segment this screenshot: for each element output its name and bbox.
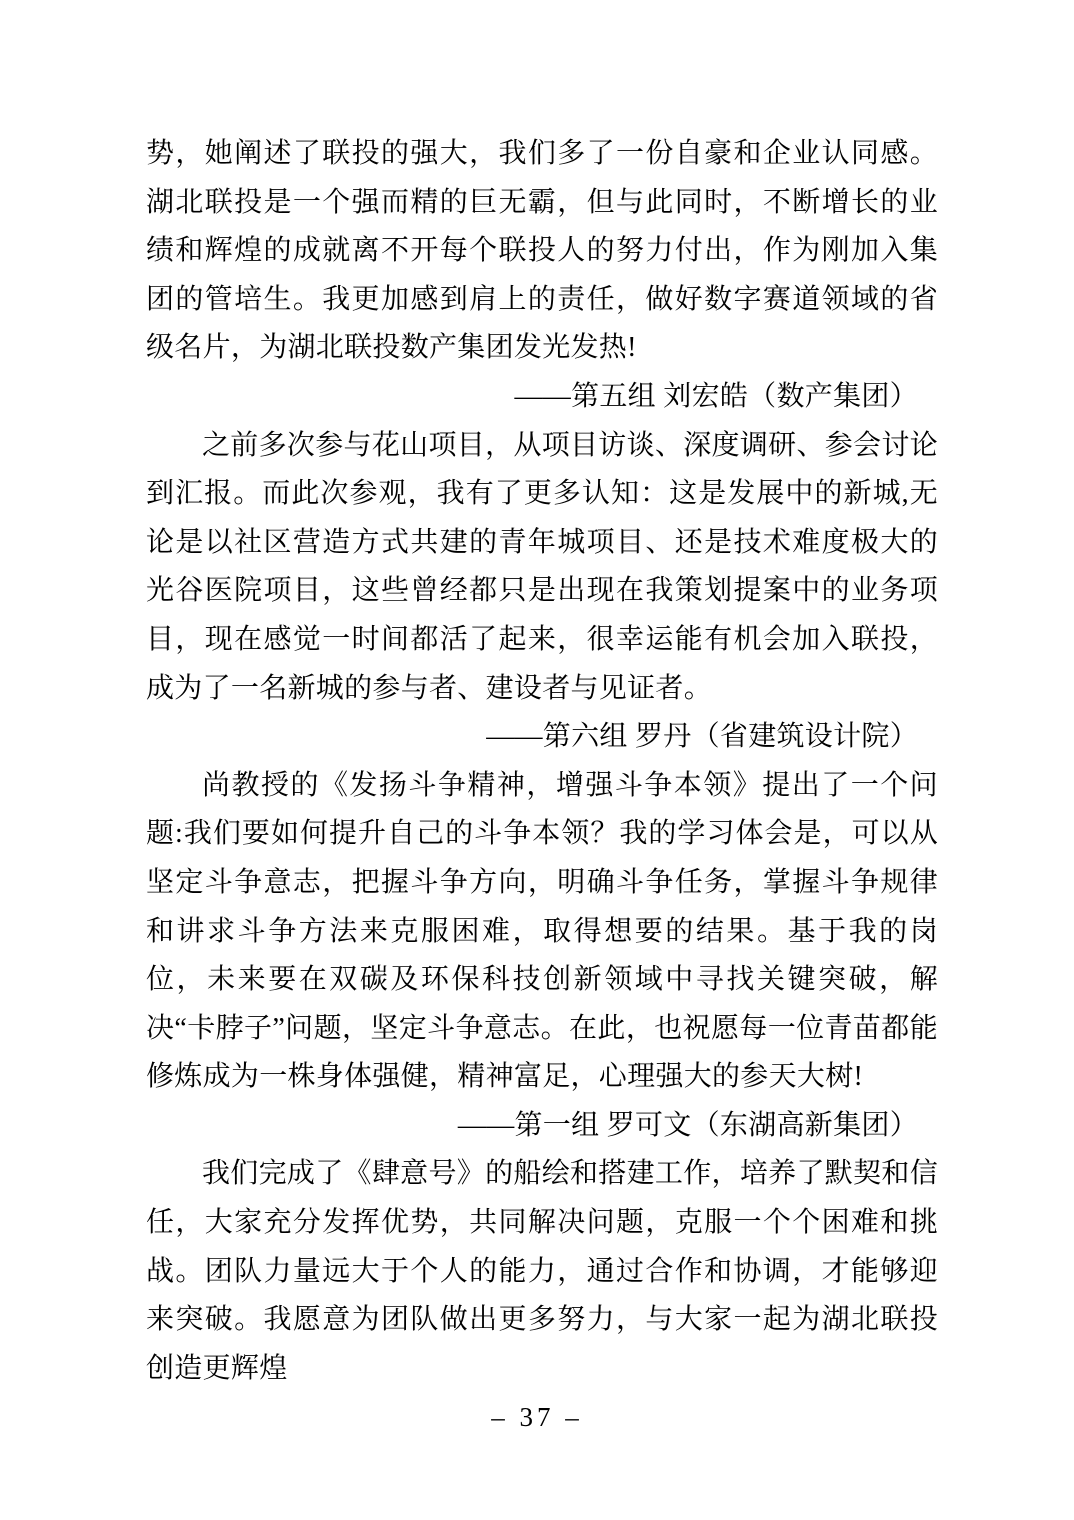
attribution-line-group6: ——第六组 罗丹（省建筑设计院） xyxy=(486,721,918,753)
paragraph-professor-lecture: 尚教授的《发扬斗争精神，增强斗争本领》提出了一个问题:我们要如何提升自己的斗争本领？我的学习体会是，可以从坚定斗争意志，把握斗争方向，明确斗争任务，掌握斗争规律和讲求斗争方法来克服困难，取得想要的结果。基于我的岗位，未来要在双碳及环保科技创新领域中寻找关键突破，解决“卡脖子”问题，坚定斗争意志。在此，也祝愿每一位青苗都能修炼成为一株身体强健，精神富足，心理强大的参天大树! xyxy=(146,769,938,1093)
paragraph-teamwork: 我们完成了《肆意号》的船绘和搭建工作，培养了默契和信任，大家充分发挥优势，共同解决问题，克服一个个困难和挑战。团队力量远大于个人的能力，通过合作和协调，才能够迎来突破。我愿意为团队做出更多努力，与大家一起为湖北联投创造更辉煌 xyxy=(146,1158,938,1384)
page-body xyxy=(146,130,938,1393)
attribution-line-group1: ——第一组 罗可文（东湖高新集团） xyxy=(457,1109,918,1141)
page-number: – 37 – xyxy=(491,1402,583,1432)
paragraph-continuation: 势，她阐述了联投的强大，我们多了一份自豪和企业认同感。湖北联投是一个强而精的巨无霸，但与此同时，不断增长的业绩和辉煌的成就离不开每个联投人的努力付出，作为刚加入集团的管培生。我更加感到肩上的责任，做好数字赛道领域的省级名片，为湖北联投数产集团发光发热! xyxy=(146,138,938,364)
paragraph-huashan-visit: 之前多次参与花山项目，从项目访谈、深度调研、参会讨论到汇报。而此次参观，我有了更多认知：这是发展中的新城,无论是以社区营造方式共建的青年城项目、还是技术难度极大的光谷医院项目，这些曾经都只是出现在我策划提案中的业务项目，现在感觉一时间都活了起来，很幸运能有机会加入联投，成为了一名新城的参与者、建设者与见证者。 xyxy=(146,429,938,704)
attribution-line-group5: ——第五组 刘宏皓（数产集团） xyxy=(514,380,918,412)
